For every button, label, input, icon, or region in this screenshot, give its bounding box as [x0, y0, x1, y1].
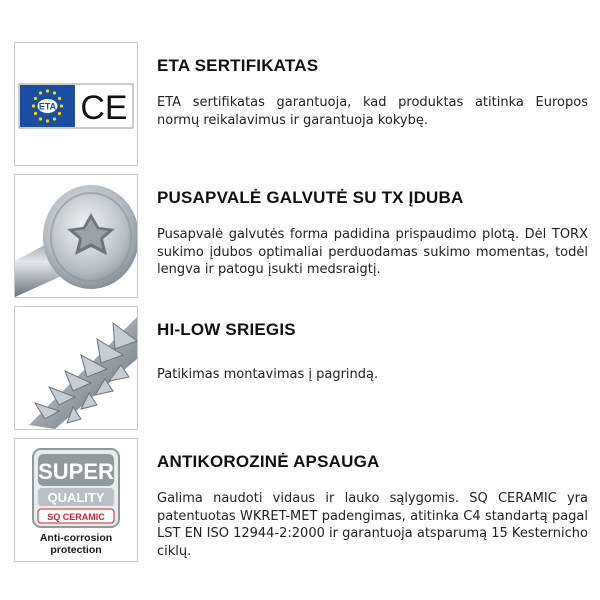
- ce-mark: CE: [80, 89, 128, 127]
- feature-pan-head: [14, 174, 588, 298]
- eta-label: ETA: [38, 101, 57, 112]
- badge-quality: QUALITY: [47, 490, 105, 505]
- feature-description: ETA sertifikatas garantuoja, kad produktas atitinka Europos normų reikalavimus ir garantuoja kokybę.: [157, 95, 588, 128]
- feature-anti-corrosion: [14, 438, 588, 562]
- feature-description: Galima naudoti vidaus ir lauko sąlygomis. SQ CERAMIC yra patentuotas WKRET-MET padengimas, atitinka C4 standartą pagal LST EN ISO 12944-2:2000 ir garantuoja atsparumą 15 Kesterniсho ciklų.: [157, 491, 588, 559]
- badge-sq-ceramic: SQ CERAMIC: [47, 512, 105, 522]
- screw-thread-image: [14, 306, 138, 430]
- feature-title: PUSAPVALĖ GALVUTĖ SU TX ĮDUBA: [157, 188, 464, 207]
- feature-title: ETA SERTIFIKATAS: [157, 56, 319, 75]
- super-quality-badge-icon: [15, 439, 137, 561]
- eta-ce-image: [14, 42, 138, 166]
- screw-thread-icon: [15, 307, 137, 429]
- eta-ce-logo: [15, 43, 137, 165]
- badge-super: SUPER: [38, 459, 114, 484]
- screw-head-image: [14, 174, 138, 298]
- feature-description: Pusapvalė galvutės forma padidina prispaudimo plotą. Dėl TORX sukimo įdubos optimaliai perduodamas sukimo momentas, todėl lengva ir patogu įsukti medsraigtį.: [157, 227, 588, 277]
- badge-caption-line2: protection: [50, 544, 102, 556]
- screw-head-icon: [15, 175, 137, 297]
- feature-hi-low-thread: [14, 306, 588, 430]
- feature-eta-certificate: [14, 42, 588, 166]
- feature-title: HI-LOW SRIEGIS: [157, 320, 296, 339]
- sq-ceramic-badge-image: [14, 438, 138, 562]
- badge-caption-line1: Anti-corrosion: [39, 532, 113, 544]
- feature-description: Patikimas montavimas į pagrindą.: [157, 367, 379, 382]
- feature-title: ANTIKOROZINĖ APSAUGA: [157, 452, 380, 471]
